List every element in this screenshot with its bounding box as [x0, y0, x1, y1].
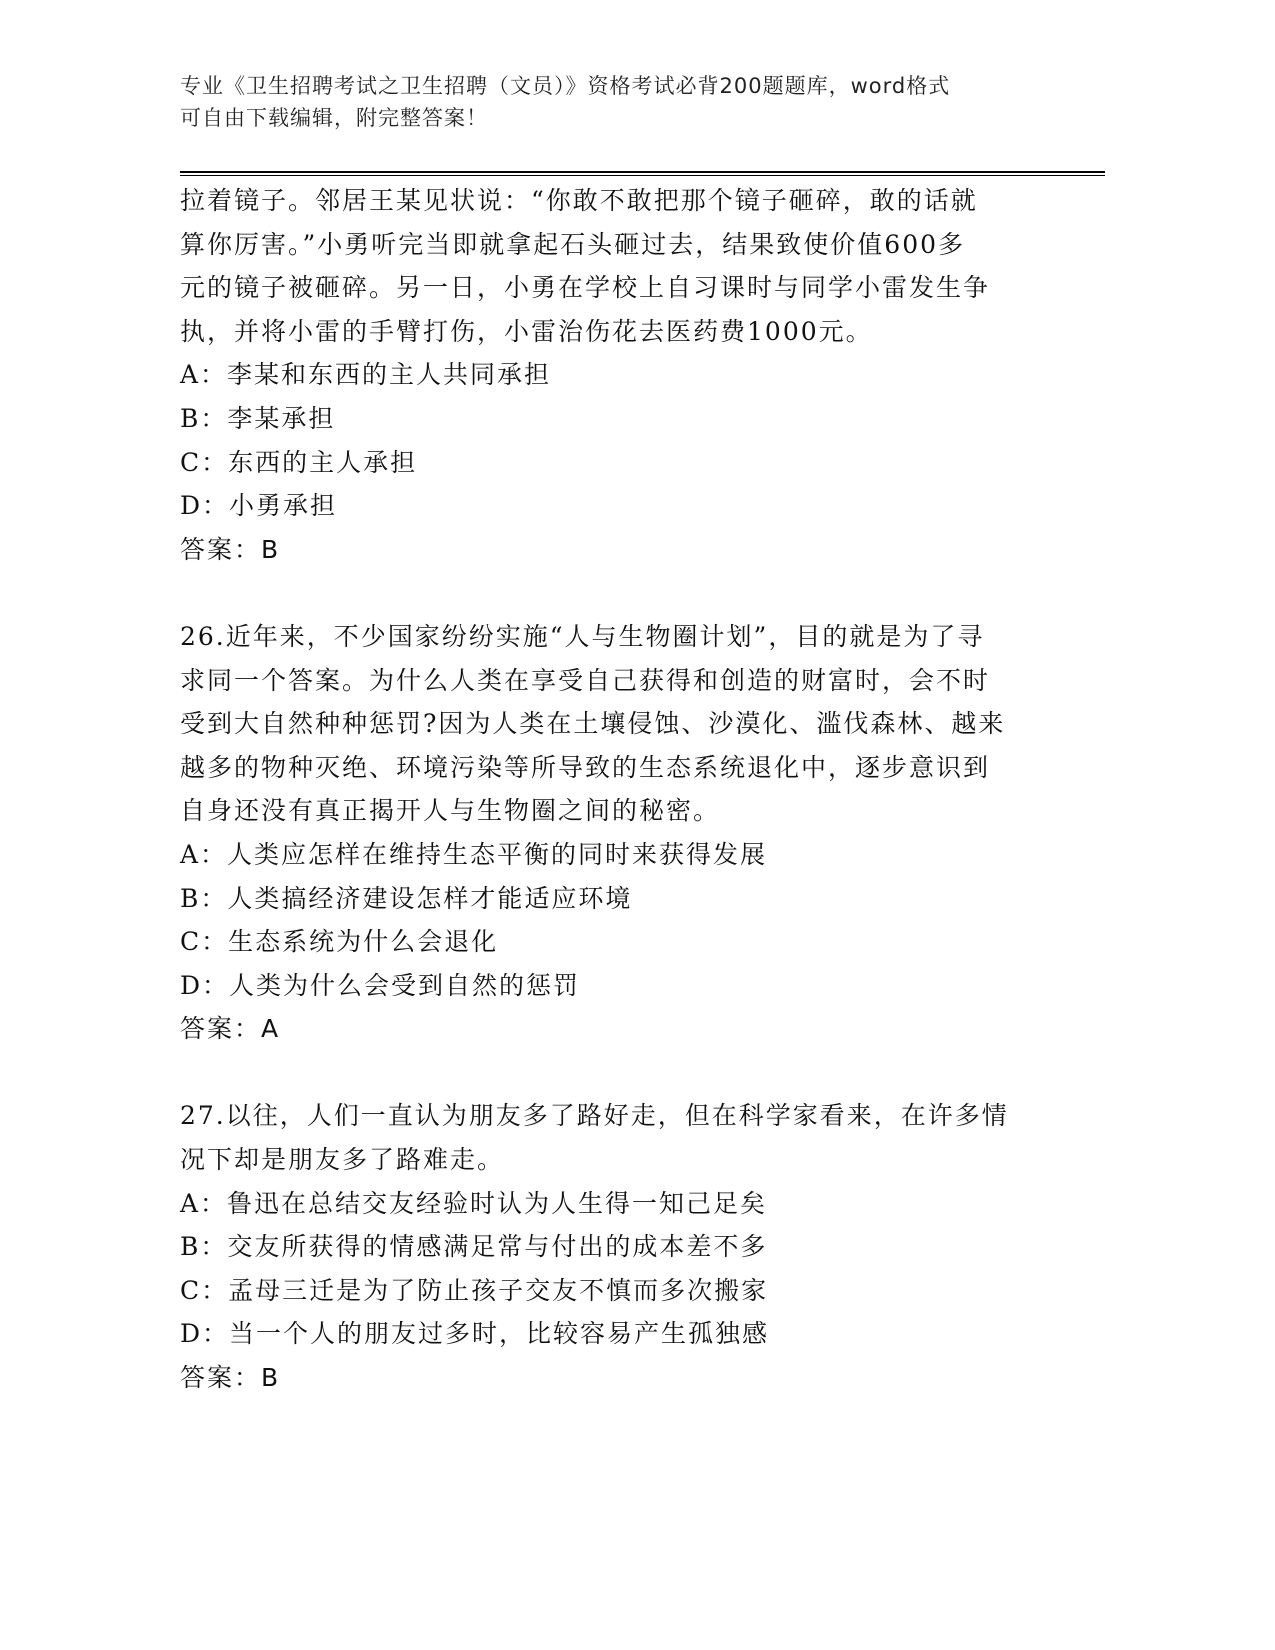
- option-a: A：李某和东西的主人共同承担: [180, 360, 552, 390]
- document-body: [180, 179, 1060, 1400]
- header-divider-thin: [180, 175, 1105, 176]
- question-stem-line: 求同一个答案。为什么人类在享受自己获得和创造的财富时，会不时: [180, 665, 991, 695]
- question-stem-line: 算你厉害。”小勇听完当即就拿起石头砸过去，结果致使价值600多: [180, 229, 966, 259]
- option-d: D：当一个人的朋友过多时，比较容易产生孤独感: [180, 1319, 770, 1349]
- option-c: C：孟母三迁是为了防止孩子交友不慎而多次搬家: [180, 1275, 769, 1305]
- question-27: [180, 1094, 1060, 1399]
- question-stem-line: 况下却是朋友多了路难走。: [180, 1145, 505, 1175]
- question-stem-line: 拉着镜子。邻居王某见状说：“你敢不敢把那个镜子砸碎，敢的话就: [180, 186, 978, 215]
- option-b: B：人类搞经济建设怎样才能适应环境: [180, 883, 633, 913]
- option-d: D：人类为什么会受到自然的惩罚: [180, 970, 581, 1000]
- question-stem-line: 26.近年来，不少国家纷纷实施“人与生物圈计划”，目的就是为了寻: [180, 621, 985, 651]
- answer: 答案：A: [180, 1014, 281, 1044]
- answer: 答案：B: [180, 534, 281, 564]
- option-c: C：生态系统为什么会退化: [180, 927, 499, 957]
- option-b: B：李某承担: [180, 403, 336, 433]
- option-c: C：东西的主人承担: [180, 447, 418, 477]
- question-25: [180, 179, 1060, 571]
- header-line: 可自由下载编辑，附完整答案！: [180, 106, 488, 130]
- option-d: D：小勇承担: [180, 491, 338, 521]
- option-b: B：交友所获得的情感满足常与付出的成本差不多: [180, 1232, 768, 1262]
- answer: 答案：B: [180, 1363, 281, 1393]
- option-a: A：人类应怎样在维持生态平衡的同时来获得发展: [180, 839, 768, 869]
- question-stem-line: 元的镜子被砸碎。另一日，小勇在学校上自习课时与同学小雷发生争: [180, 273, 991, 303]
- question-stem-line: 执，并将小雷的手臂打伤，小雷治伤花去医药费1000元。: [180, 316, 873, 346]
- header-line: 专业《卫生招聘考试之卫生招聘（文员）》资格考试必背200题题库，word格式: [180, 74, 951, 98]
- question-stem-line: 越多的物种灭绝、环境污染等所导致的生态系统退化中，逐步意识到: [180, 752, 991, 782]
- option-a: A：鲁迅在总结交友经验时认为人生得一知己足矣: [180, 1188, 768, 1218]
- header-divider-thick: [180, 171, 1105, 173]
- question-stem-line: 27.以往，人们一直认为朋友多了路好走，但在科学家看来，在许多情: [180, 1101, 1009, 1131]
- question-26: [180, 615, 1060, 1051]
- document-header: [180, 70, 1040, 134]
- question-stem-line: 自身还没有真正揭开人与生物圈之间的秘密。: [180, 796, 721, 826]
- question-stem-line: 受到大自然种种惩罚?因为人类在土壤侵蚀、沙漠化、滥伐森林、越来: [180, 709, 1006, 739]
